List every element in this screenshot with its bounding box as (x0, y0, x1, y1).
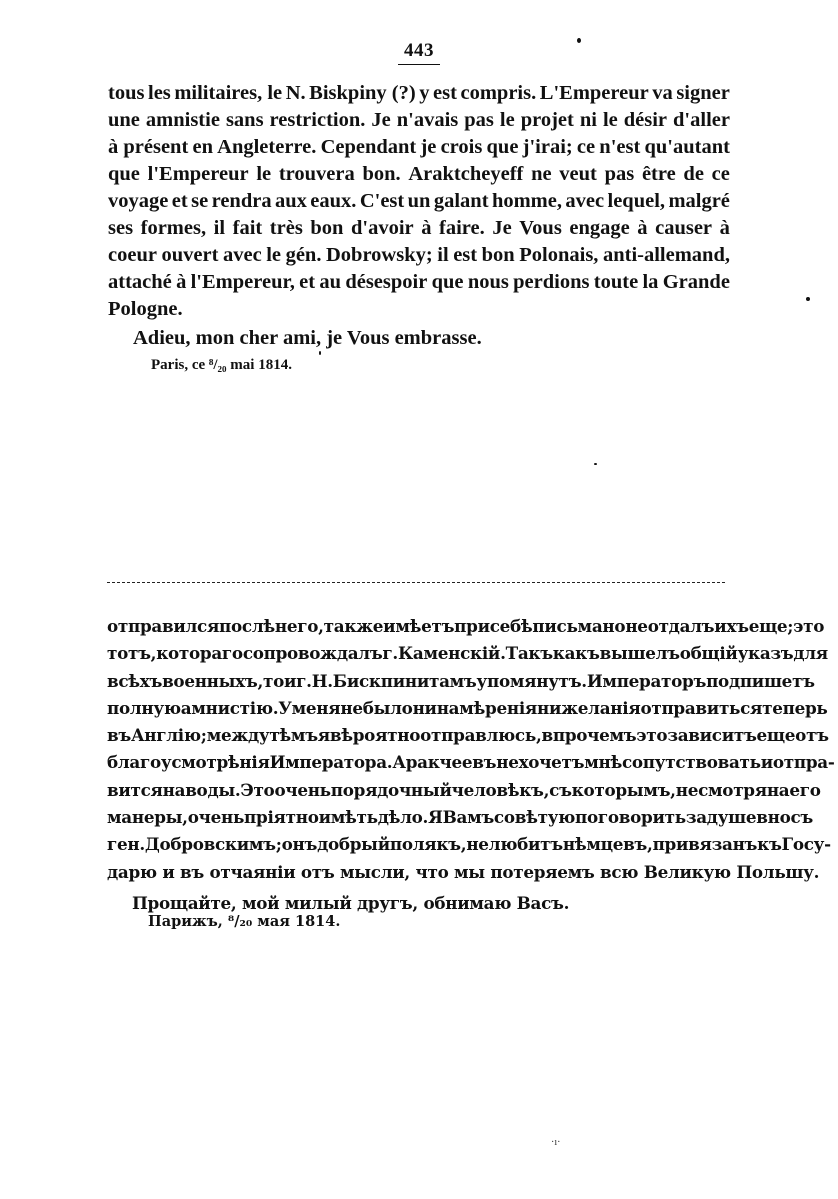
russian-text-line (107, 668, 815, 695)
russian-word: благоусмотрѣнія (107, 752, 270, 773)
french-word: N. (285, 82, 306, 104)
french-word: bon. (362, 163, 401, 185)
russian-word: полную (107, 697, 181, 718)
french-word: eaux. (310, 190, 357, 212)
french-word: n'avais (396, 109, 459, 131)
french-word: à (421, 217, 432, 239)
french-word: ne (531, 163, 552, 185)
russian-text-line (107, 749, 835, 776)
russian-word: Бискпини (332, 670, 429, 691)
russian-word: Каменскій. (397, 643, 506, 664)
russian-word: не (496, 752, 519, 773)
russian-word: какъ (552, 643, 600, 664)
french-word: attaché (108, 271, 172, 293)
russian-word: Такъ (505, 643, 553, 664)
french-word: qu'autant (644, 136, 730, 158)
russian-word: тамъ (428, 670, 477, 691)
french-word: amnistie (145, 109, 220, 131)
russian-word: при (454, 616, 490, 636)
russian-word: съ (549, 779, 572, 800)
russian-word: я (317, 725, 330, 746)
russian-word: имѣетъ (383, 616, 455, 636)
french-word: un (407, 190, 431, 212)
french-word: ni (579, 109, 597, 131)
page-number-rule (398, 64, 440, 65)
french-word: gén. (285, 244, 322, 266)
french-word: Dobrowsky; (326, 244, 433, 266)
russian-word: любитъ (488, 834, 563, 855)
french-word: Vous (519, 217, 562, 239)
russian-word: Это (240, 779, 275, 800)
russian-word: привязанъ (652, 834, 758, 855)
french-word: C'est (359, 190, 405, 212)
russian-word: очень (187, 807, 245, 828)
russian-word: не (340, 697, 363, 718)
russian-word: задушевно (685, 807, 791, 828)
russian-word: военныхъ, (162, 670, 263, 691)
russian-text-line (107, 640, 828, 667)
french-text-line (108, 188, 730, 215)
french-word: que (486, 136, 519, 158)
french-word: tous (108, 82, 145, 104)
russian-word: меня (291, 697, 341, 718)
russian-word: также (323, 616, 384, 636)
french-word: une (108, 109, 140, 131)
french-word: bon (310, 217, 344, 239)
french-word: n'est (599, 136, 641, 158)
russian-word: онъ (281, 834, 318, 855)
french-word: engage (569, 217, 630, 239)
russian-word: которымъ, (571, 779, 676, 800)
french-word: se (191, 190, 209, 212)
french-word: restriction. (269, 109, 366, 131)
russian-word: отпра- (772, 752, 835, 773)
french-word: le (499, 109, 515, 131)
russian-word: тѣмъ (269, 725, 318, 746)
russian-word: очень (274, 779, 331, 800)
french-word: L'Empereur (539, 82, 649, 104)
russian-word: манеры, (107, 807, 188, 828)
french-word: Cependant (320, 136, 417, 158)
russian-word: это (793, 616, 825, 636)
russian-text-line (107, 722, 829, 749)
french-word: il (437, 244, 449, 266)
russian-text-line (107, 695, 828, 722)
french-text-line (108, 107, 730, 134)
french-word: voyage (108, 190, 169, 212)
french-letter (108, 80, 730, 352)
french-word: Araktcheyeff (408, 163, 524, 185)
russian-closing-line: Прощайте, мой милый другъ, обнимаю Васъ. (132, 892, 570, 913)
russian-word: котораго (156, 643, 243, 664)
french-word: et (171, 190, 188, 212)
russian-word: то (263, 670, 284, 691)
russian-translation (107, 613, 835, 917)
russian-word: него, (274, 616, 324, 636)
russian-text-line (107, 777, 821, 804)
russian-word: впрочемъ (541, 725, 637, 746)
russian-word: послѣ (219, 616, 275, 636)
french-word: ce (711, 163, 730, 185)
french-text-line-last: Pologne. (108, 298, 183, 320)
russian-word: желанія (561, 697, 641, 718)
french-text-line (108, 215, 730, 242)
russian-word: ни (412, 697, 437, 718)
french-word: le (266, 244, 282, 266)
russian-word: еще; (748, 616, 794, 636)
french-word: y (419, 82, 430, 104)
french-word: compris. (460, 82, 537, 104)
russian-word: это (636, 725, 668, 746)
french-word: faire. (439, 217, 485, 239)
russian-word: хочетъ (518, 752, 585, 773)
french-word: rendra (211, 190, 272, 212)
french-word: l'Empereur, (190, 271, 295, 293)
french-word: et (299, 271, 316, 293)
russian-word: въ (107, 725, 131, 746)
russian-word: полякъ, (389, 834, 467, 855)
french-word: Grande (662, 271, 730, 293)
french-word: désir (623, 109, 668, 131)
french-word: pas (464, 109, 494, 131)
russian-word: ни (537, 697, 562, 718)
russian-word: съ (790, 807, 813, 828)
russian-word: между (206, 725, 270, 746)
russian-word: отдалъ (647, 616, 715, 636)
section-divider (107, 582, 725, 583)
russian-word: намѣренія (436, 697, 538, 718)
french-word: homme, (491, 190, 562, 212)
french-word: causer (655, 217, 713, 239)
french-word: projet (520, 109, 574, 131)
french-word: être (641, 163, 676, 185)
russian-word: зависитъ (667, 725, 757, 746)
french-word: bon (481, 244, 515, 266)
french-word: en (192, 136, 213, 158)
french-word: le (602, 109, 618, 131)
french-word: aux (274, 190, 307, 212)
russian-word: было (362, 697, 413, 718)
russian-place-date: Парижъ, ⁸/₂₀ мая 1814. (148, 913, 341, 930)
russian-word: на (162, 779, 186, 800)
russian-word: вится (107, 779, 163, 800)
russian-word: Госу- (781, 834, 831, 855)
french-word: à (719, 217, 730, 239)
french-word: Je (371, 109, 391, 131)
french-word: sans (225, 109, 264, 131)
russian-word: человѣкъ, (451, 779, 550, 800)
russian-word: отъ (795, 725, 829, 746)
russian-word: общій (679, 643, 738, 664)
french-word: est (433, 82, 457, 104)
russian-word: не (466, 834, 489, 855)
french-word: à (637, 217, 648, 239)
russian-text-line (107, 804, 813, 831)
russian-word: г. (382, 643, 398, 664)
french-word: que (108, 163, 140, 185)
russian-word: не (675, 779, 699, 800)
french-word: il (213, 217, 226, 239)
french-word: Je (492, 217, 512, 239)
page-tail-mark: ·ı· (551, 1137, 561, 1148)
russian-word: У (278, 697, 292, 718)
french-word: les (148, 82, 171, 104)
french-word: désespoir (345, 271, 428, 293)
russian-word: отправился (107, 616, 220, 636)
russian-word: ген. (107, 834, 145, 855)
russian-word: Н. (311, 670, 333, 691)
ink-speck (577, 38, 581, 43)
french-closing-line: Adieu, mon cher ami, je Vous embrasse. (133, 327, 482, 349)
french-word: trouvera (278, 163, 355, 185)
french-word: va (652, 82, 673, 104)
french-word: Angleterre. (217, 136, 317, 158)
ink-speck (806, 297, 810, 301)
russian-word: и (760, 752, 773, 773)
russian-word: поговорить (575, 807, 686, 828)
russian-word: Императоръ (586, 670, 707, 691)
russian-word: теперь (762, 697, 828, 718)
russian-word: еще (756, 725, 796, 746)
french-word: je (420, 136, 437, 158)
russian-word: воды. (185, 779, 241, 800)
french-text-line (108, 80, 730, 107)
russian-word: Аракчеевъ (392, 752, 497, 773)
russian-word: сопровождалъ (242, 643, 383, 664)
russian-word: пріятно (244, 807, 319, 828)
french-word: perdions (513, 271, 590, 293)
russian-word: г. (296, 670, 312, 691)
russian-word: всѣхъ (107, 670, 163, 691)
russian-word: Добровскимъ; (144, 834, 282, 855)
french-text-line (108, 134, 730, 161)
russian-word: добрый (317, 834, 390, 855)
french-word: anti-allemand, (602, 244, 730, 266)
russian-word: тотъ, (107, 643, 157, 664)
russian-word: сопутствовать (622, 752, 761, 773)
russian-word: себѣ (489, 616, 533, 636)
russian-word: но (602, 616, 626, 636)
russian-word: вышелъ (599, 643, 680, 664)
russian-word: дѣло. (377, 807, 429, 828)
russian-word: указъ (737, 643, 794, 664)
french-place-date: Paris, ce ⁸/₂₀ mai 1814. (151, 357, 292, 373)
russian-word: и (284, 670, 297, 691)
french-word: ses (108, 217, 134, 239)
french-word: signer (676, 82, 730, 104)
french-word: est (453, 244, 478, 266)
french-word: veut (559, 163, 597, 185)
french-word: galant (433, 190, 489, 212)
russian-word: къ (757, 834, 782, 855)
french-word: l'Empereur (147, 163, 249, 185)
russian-word: Англію; (130, 725, 207, 746)
russian-word: мнѣ (584, 752, 622, 773)
french-word: lequel, (607, 190, 666, 212)
french-word: j'irai; (522, 136, 573, 158)
russian-word: Вамъ (442, 807, 494, 828)
russian-word: имѣть (318, 807, 378, 828)
french-word: avec (222, 244, 262, 266)
russian-word: его (789, 779, 821, 800)
page-number: 443 (404, 40, 434, 61)
french-word: de (683, 163, 704, 185)
russian-word: не (625, 616, 648, 636)
french-word: Biskpiny (?) (309, 82, 416, 104)
french-word: crois (440, 136, 483, 158)
russian-word: на (766, 779, 790, 800)
russian-word: отправлюсь, (420, 725, 542, 746)
russian-word: амнистію. (180, 697, 279, 718)
french-word: à présent (108, 136, 189, 158)
french-word: formes, (140, 217, 207, 239)
russian-text-line (107, 831, 831, 858)
french-text-line (108, 242, 730, 269)
russian-text-line-last: дарю и въ отчаяніи отъ мысли, что мы потеряемъ всю Великую Польшу. (107, 861, 820, 882)
russian-word: отправиться (640, 697, 763, 718)
russian-word: вѣроятно (329, 725, 421, 746)
french-word: avec (565, 190, 605, 212)
russian-word: ихъ (714, 616, 749, 636)
french-word: d'avoir (351, 217, 414, 239)
french-text-line (108, 161, 730, 188)
french-text-line (108, 269, 730, 296)
russian-word: порядочный (330, 779, 452, 800)
french-word: toute (593, 271, 639, 293)
french-word: que (431, 271, 464, 293)
russian-word: подпишетъ (706, 670, 815, 691)
french-word: pas (604, 163, 635, 185)
french-word: le (256, 163, 272, 185)
russian-word: нѣмцевъ, (562, 834, 653, 855)
french-word: à (176, 271, 187, 293)
russian-text-line (107, 613, 825, 640)
ink-speck (594, 463, 597, 465)
russian-word: совѣтую (493, 807, 576, 828)
russian-word: Я (428, 807, 443, 828)
russian-word: для (793, 643, 828, 664)
russian-word: Императора. (269, 752, 393, 773)
russian-word: смотря (698, 779, 767, 800)
french-word: coeur (108, 244, 157, 266)
french-word: ouvert (161, 244, 219, 266)
russian-word: письма (532, 616, 603, 636)
french-word: la (642, 271, 659, 293)
french-word: au (319, 271, 342, 293)
french-word: fait (232, 217, 263, 239)
french-word: ce (576, 136, 596, 158)
french-word: nous (467, 271, 509, 293)
french-word: très (269, 217, 303, 239)
french-word: d'aller (673, 109, 730, 131)
russian-word: упомянутъ. (476, 670, 587, 691)
french-word: militaires, le (174, 82, 283, 104)
french-word: Polonais, (519, 244, 599, 266)
french-word: malgré (668, 190, 730, 212)
